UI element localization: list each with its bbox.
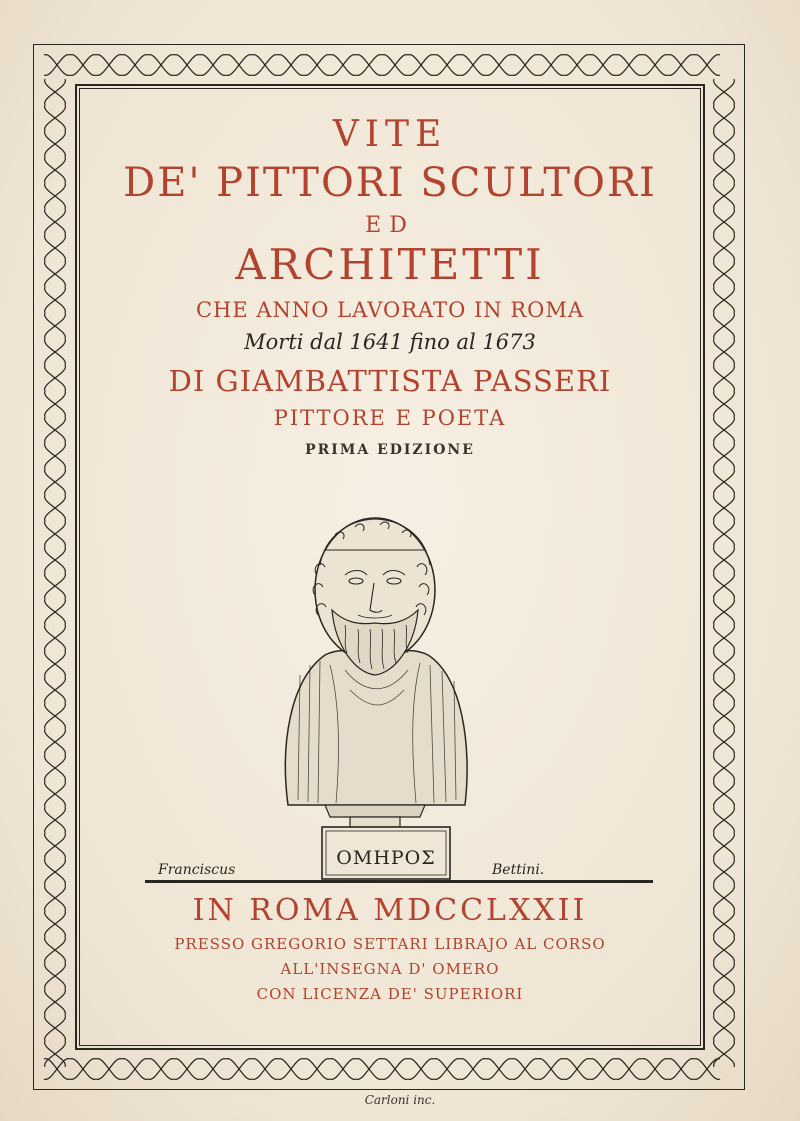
title-ed: ED xyxy=(365,213,415,238)
engraver-credit: Carloni inc. xyxy=(364,1093,436,1107)
pedestal-inscription: ΟΜΗΡΟΣ xyxy=(336,847,436,869)
imprint-publisher: PRESSO GREGORIO SETTARI LIBRAJO AL CORSO xyxy=(174,935,606,953)
imprint-sign: ALL'INSEGNA D' OMERO xyxy=(280,960,500,978)
title-pittori-scultori: DE' PITTORI SCULTORI xyxy=(123,160,657,206)
author-name: DI GIAMBATTISTA PASSERI xyxy=(168,364,612,398)
signature-left: Franciscus xyxy=(158,862,236,878)
ground-line xyxy=(145,880,653,883)
imprint-city-year: IN ROMA MDCCLXXII xyxy=(192,893,588,928)
signature-right: Bettini. xyxy=(492,862,545,878)
subtitle-roma: CHE ANNO LAVORATO IN ROMA xyxy=(195,298,585,322)
author-role: PITTORE E POETA xyxy=(273,406,507,430)
title-vite: VITE xyxy=(332,114,448,155)
edition-label: PRIMA EDIZIONE xyxy=(305,442,475,458)
homer-bust-engraving xyxy=(270,505,480,885)
title-architetti: ARCHITETTI xyxy=(235,240,545,289)
imprint-licence: CON LICENZA DE' SUPERIORI xyxy=(256,985,524,1003)
subtitle-dates: Morti dal 1641 fino al 1673 xyxy=(244,330,536,354)
